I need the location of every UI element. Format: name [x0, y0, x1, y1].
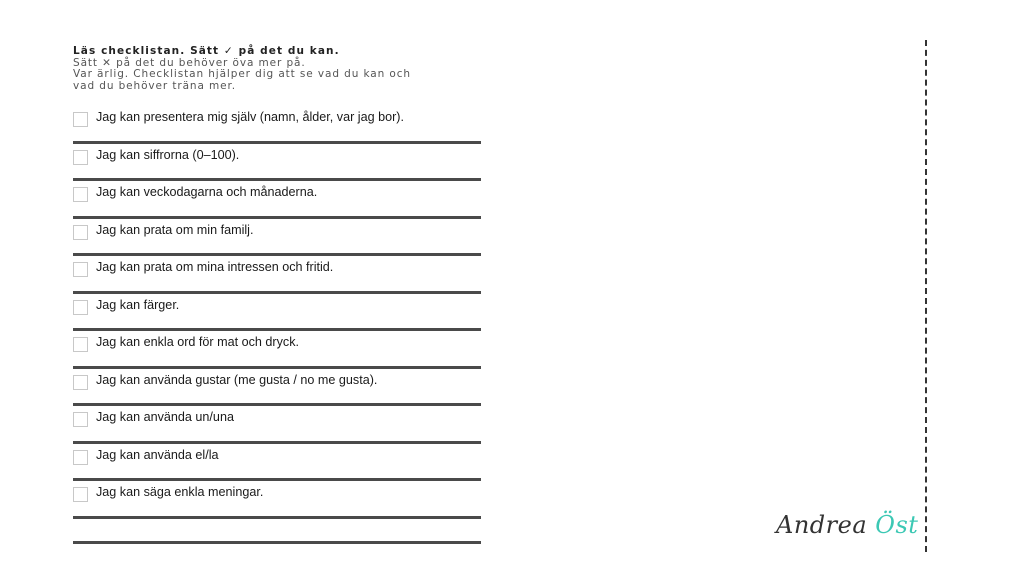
checklist-item — [73, 219, 481, 257]
checkbox[interactable] — [73, 450, 88, 465]
checklist-item — [73, 144, 481, 182]
instructions-title: Läs checklistan. Sätt ✓ på det du kan. — [73, 45, 340, 57]
author-signature — [776, 511, 918, 539]
checkbox[interactable] — [73, 187, 88, 202]
checklist-item-label: Jag kan prata om min familj. — [96, 222, 254, 237]
checkbox[interactable] — [73, 150, 88, 165]
checklist-item — [73, 181, 481, 219]
checkbox[interactable] — [73, 412, 88, 427]
checkbox[interactable] — [73, 337, 88, 352]
checklist-item-label: Jag kan säga enkla meningar. — [96, 485, 264, 499]
checkbox[interactable] — [73, 262, 88, 277]
checklist-item — [73, 331, 481, 369]
signature-last-name: Öst — [875, 511, 919, 539]
instructions — [73, 46, 493, 92]
checklist-item — [73, 406, 481, 444]
cut-line-divider — [925, 40, 927, 552]
checkbox[interactable] — [73, 225, 88, 240]
signature-first-name: Andrea — [776, 511, 868, 539]
checklist-item-label: Jag kan prata om mina intressen och fritid. — [96, 260, 334, 274]
checklist-item — [73, 106, 481, 144]
instructions-cross-line: Sätt ✕ på det du behöver öva mer på. — [73, 56, 306, 69]
checklist-item-label: Jag kan färger. — [96, 297, 180, 312]
checklist-item-label: Jag kan presentera mig själv (namn, ålder, var jag bor). — [96, 110, 404, 124]
checklist-item-label: Jag kan enkla ord för mat och dryck. — [96, 335, 299, 349]
instructions-honest-line-2: vad du behöver träna mer. — [73, 79, 237, 92]
checklist-item — [73, 256, 481, 294]
checkbox[interactable] — [73, 487, 88, 502]
blank-writing-line — [73, 541, 481, 544]
checklist-item-label: Jag kan använda gustar (me gusta / no me gusta). — [96, 372, 378, 387]
checklist — [73, 106, 481, 519]
checklist-item — [73, 294, 481, 332]
checklist-item-label: Jag kan veckodagarna och månaderna. — [96, 185, 318, 199]
instructions-honest-line-1: Var ärlig. Checklistan hjälper dig att se vad du kan och — [73, 68, 411, 80]
checkbox[interactable] — [73, 300, 88, 315]
checklist-item — [73, 481, 481, 519]
checklist-item — [73, 444, 481, 482]
checklist-item — [73, 369, 481, 407]
checkbox[interactable] — [73, 375, 88, 390]
checklist-item-label: Jag kan använda un/una — [96, 410, 234, 424]
checklist-item-label: Jag kan siffrorna (0–100). — [96, 147, 240, 162]
checklist-item-label: Jag kan använda el/la — [96, 447, 219, 462]
checkbox[interactable] — [73, 112, 88, 127]
